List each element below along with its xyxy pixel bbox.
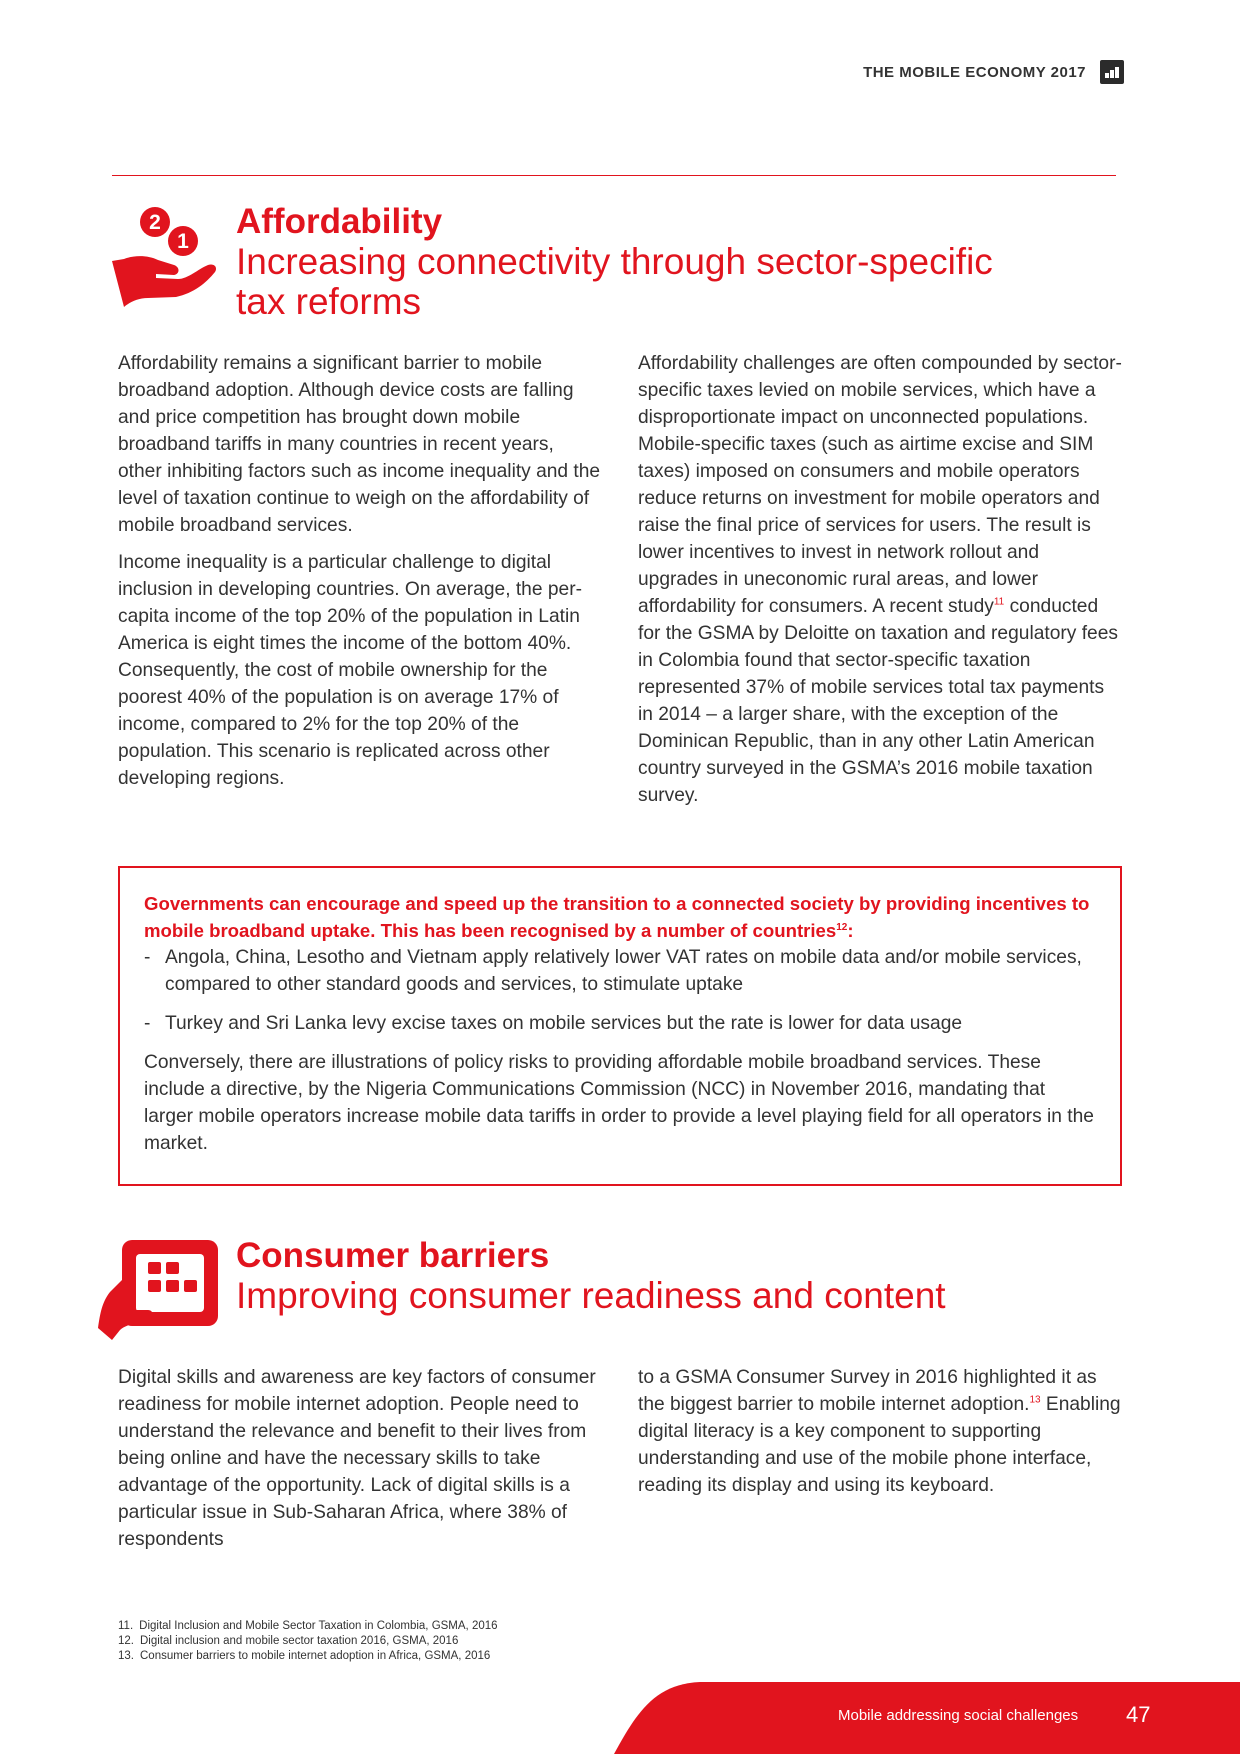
footnotes [118, 1619, 498, 1664]
callout-lead-text: Governments can encourage and speed up the transition to a connected society by providing incentives to mobile broadband uptake. This has been recognised by a number of countries [144, 893, 1090, 941]
callout-closing: Conversely, there are illustrations of policy risks to providing affordable mobile broadband services. These include a directive, by the Nigeria Communications Commission (NCC) in November 2016, mandating that larger mobile operators increase mobile data tariffs in order to provide a level playing field for all operators in the market. [144, 1052, 1094, 1154]
list-item: - Turkey and Sri Lanka levy excise taxes on mobile services but the rate is lower for data usage [144, 1010, 1096, 1037]
footnote-ref: 12 [836, 921, 848, 933]
footnote-number: 12. [118, 1635, 134, 1647]
affordability-subtitle-line2: tax reforms [236, 281, 422, 322]
footnote-number: 13. [118, 1650, 134, 1662]
footnote [118, 1634, 498, 1649]
footnote-text: Digital Inclusion and Mobile Sector Taxation in Colombia, GSMA, 2016 [139, 1620, 498, 1632]
affordability-left-column [118, 350, 602, 802]
footnote-text: Consumer barriers to mobile internet adoption in Africa, GSMA, 2016 [140, 1650, 491, 1662]
policy-callout-box [118, 866, 1122, 1186]
coin-badge-1: 1 [177, 230, 189, 253]
consumer-subtitle: Improving consumer readiness and content [236, 1275, 946, 1316]
paragraph: Income inequality is a particular challenge to digital inclusion in developing countries. On average, the per-capita income of the top 20% of the population in Latin America is eight times the income of the bottom 40%. Consequently, the cost of mobile ownership for the poorest 40% of the population is on average 17% of income, compared to 2% for the top 20% of the population. This scenario is replicated across other developing regions. [118, 552, 582, 789]
callout-list [144, 944, 1096, 1037]
coin-badge-2: 2 [149, 211, 161, 234]
gsma-logo-icon [1100, 60, 1124, 84]
hand-coins-icon [110, 203, 220, 308]
page-number: 47 [1126, 1702, 1151, 1727]
footnote-ref: 11 [993, 596, 1005, 608]
affordability-right-column [638, 350, 1124, 819]
footnote-ref: 13 [1029, 1394, 1041, 1406]
paragraph-text: conducted for the GSMA by Deloitte on taxation and regulatory fees in Colombia found that sector-specific taxation represented 37% of mobile services total tax payments in 2014 – a larger share, with the exception of the Dominican Republic, than in any other Latin American country surveyed in the GSMA’s 2016 mobile taxation survey. [638, 596, 1118, 806]
paragraph-text: Affordability challenges are often compounded by sector-specific taxes levied on mobile services, which have a disproportionate impact on unconnected populations. Mobile-specific taxes (such as airtime excise and SIM taxes) imposed on consumers and mobile operators reduce returns on investment for mobile operators and raise the final price of services for users. The result is lower incentives to invest in network rollout and upgrades in uneconomic rural areas, and lower affordability for consumers. A recent study [638, 353, 1122, 617]
publication-title: THE MOBILE ECONOMY 2017 [863, 63, 1086, 81]
page-header [863, 60, 1124, 84]
section-divider [112, 175, 1116, 176]
consumer-right-column [638, 1364, 1124, 1509]
paragraph-text: Enabling digital literacy is a key component to supporting understanding and use of the mobile phone interface, reading its display and using its keyboard. [638, 1394, 1121, 1496]
consumer-left-column [118, 1364, 602, 1563]
paragraph: Affordability remains a significant barrier to mobile broadband adoption. Although device costs are falling and price competition has brought down mobile broadband tariffs in many countries in recent years, other inhibiting factors such as income inequality and the level of taxation continue to weigh on the affordability of mobile broadband services. [118, 353, 601, 536]
consumer-heading [236, 1236, 946, 1316]
consumer-title: Consumer barriers [236, 1236, 550, 1275]
paragraph-text: to a GSMA Consumer Survey in 2016 highlighted it as the biggest barrier to mobile internet adoption. [638, 1367, 1097, 1415]
hand-phone-icon [98, 1238, 220, 1342]
affordability-subtitle-line1: Increasing connectivity through sector-specific [236, 241, 993, 282]
callout-lead [144, 890, 1096, 944]
footnote-number: 11. [118, 1620, 134, 1632]
footnote-text: Digital inclusion and mobile sector taxation 2016, GSMA, 2016 [140, 1635, 459, 1647]
affordability-title: Affordability [236, 202, 443, 241]
paragraph [638, 350, 1124, 809]
list-item: - Angola, China, Lesotho and Vietnam apply relatively lower VAT rates on mobile data and/or mobile services, compared to other standard goods and services, to stimulate uptake [144, 944, 1096, 998]
affordability-heading [236, 202, 993, 322]
paragraph [638, 1364, 1124, 1499]
callout-lead-colon: : [847, 920, 854, 941]
footnote [118, 1619, 498, 1634]
footer-section-label: Mobile addressing social challenges [838, 1707, 1079, 1724]
footnote [118, 1649, 498, 1664]
paragraph: Digital skills and awareness are key factors of consumer readiness for mobile internet adoption. People need to understand the relevance and benefit to their lives from being online and have the necessary skills to take advantage of the opportunity. Lack of digital skills is a particular issue in Sub-Saharan Africa, where 38% of respondents [118, 1367, 596, 1550]
